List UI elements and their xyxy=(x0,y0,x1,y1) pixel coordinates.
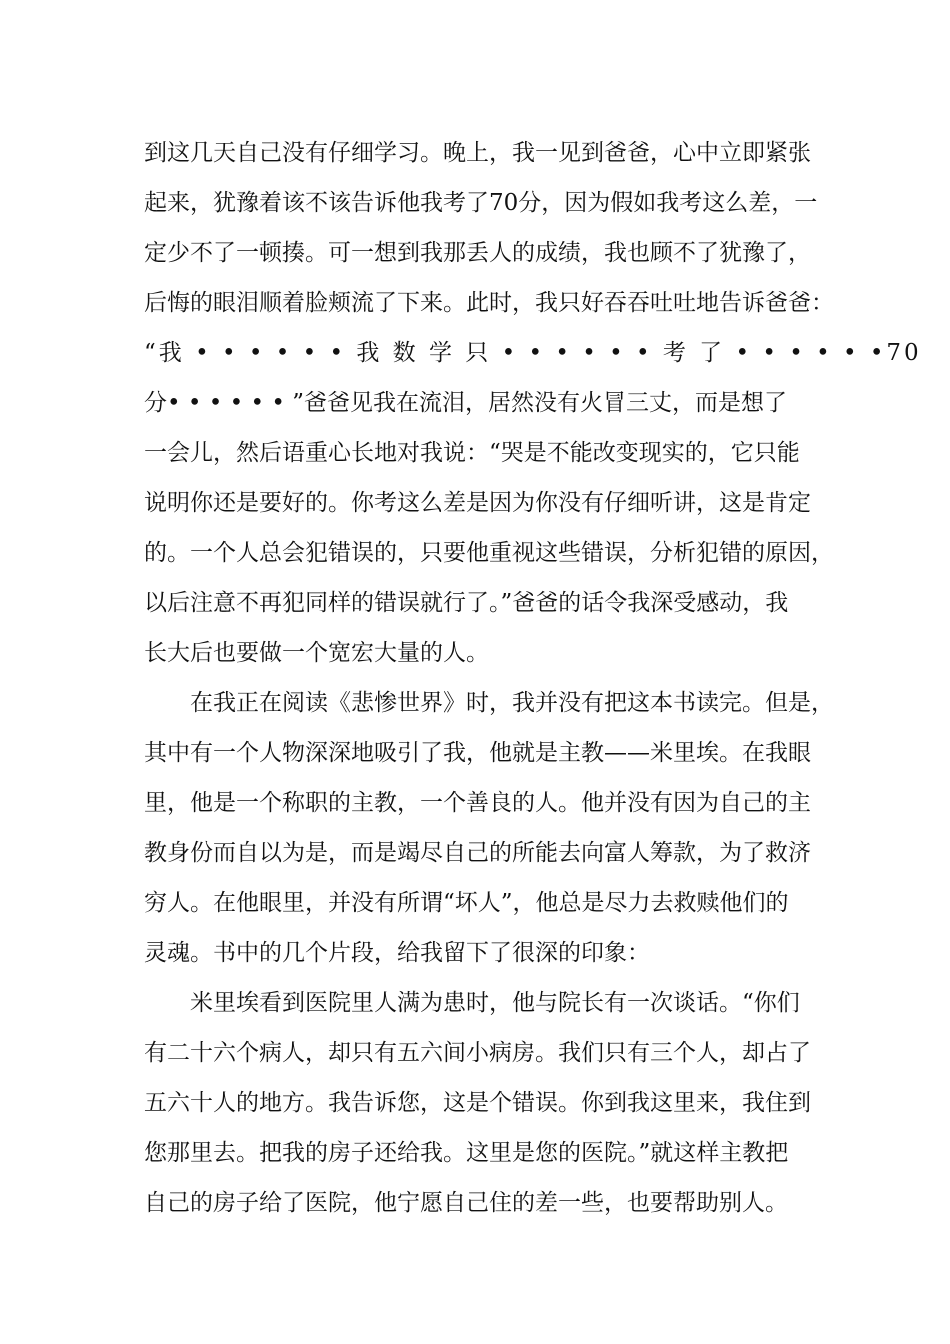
text-line: 起来，犹豫着该不该告诉他我考了70分，因为假如我考这么差，一 xyxy=(144,190,818,216)
text-line: 分• • • • • • ”爸爸见我在流泪，居然没有火冒三丈，而是想了 xyxy=(144,390,788,416)
text-line: 穷人。在他眼里，并没有所谓“坏人”，他总是尽力去救赎他们的 xyxy=(144,890,789,916)
text-line: 灵魂。书中的几个片段，给我留下了很深的印象： xyxy=(144,940,650,966)
text-line: 定少不了一顿揍。可一想到我那丢人的成绩，我也顾不了犹豫了， xyxy=(144,240,811,266)
text-line: 长大后也要做一个宽宏大量的人。 xyxy=(144,640,489,666)
text-line: 一会儿，然后语重心长地对我说：“哭是不能改变现实的，它只能 xyxy=(144,440,800,466)
text-line: 说明你还是要好的。你考这么差是因为你没有仔细听讲，这是肯定 xyxy=(144,490,811,516)
body-text xyxy=(144,128,922,1228)
paragraph-start-line: 在我正在阅读《悲惨世界》时，我并没有把这本书读完。但是， xyxy=(190,690,834,716)
text-line: 到这几天自己没有仔细学习。晚上，我一见到爸爸，心中立即紧张 xyxy=(144,140,811,166)
text-line: 里，他是一个称职的主教，一个善良的人。他并没有因为自己的主 xyxy=(144,790,811,816)
text-line: 教身份而自以为是，而是竭尽自己的所能去向富人筹款，为了救济 xyxy=(144,840,811,866)
text-line: “我 • • • • • • 我 数 学 只 • • • • • • 考 了 • • • • • •70 xyxy=(144,340,922,366)
text-line: 的。一个人总会犯错误的，只要他重视这些错误，分析犯错的原因， xyxy=(144,540,834,566)
text-line: 后悔的眼泪顺着脸颊流了下来。此时，我只好吞吞吐吐地告诉爸爸： xyxy=(144,290,834,316)
text-line: 以后注意不再犯同样的错误就行了。”爸爸的话令我深受感动，我 xyxy=(144,590,789,616)
text-line: 有二十六个病人，却只有五六间小病房。我们只有三个人，却占了 xyxy=(144,1040,811,1066)
text-line: 其中有一个人物深深地吸引了我，他就是主教——米里埃。在我眼 xyxy=(144,740,811,766)
paragraph-start-line: 米里埃看到医院里人满为患时，他与院长有一次谈话。“你们 xyxy=(190,990,800,1016)
text-line: 您那里去。把我的房子还给我。这里是您的医院。”就这样主教把 xyxy=(144,1140,789,1166)
text-line: 五六十人的地方。我告诉您，这是个错误。你到我这里来，我住到 xyxy=(144,1090,811,1116)
text-line: 自己的房子给了医院，他宁愿自己住的差一些，也要帮助别人。 xyxy=(144,1190,788,1216)
